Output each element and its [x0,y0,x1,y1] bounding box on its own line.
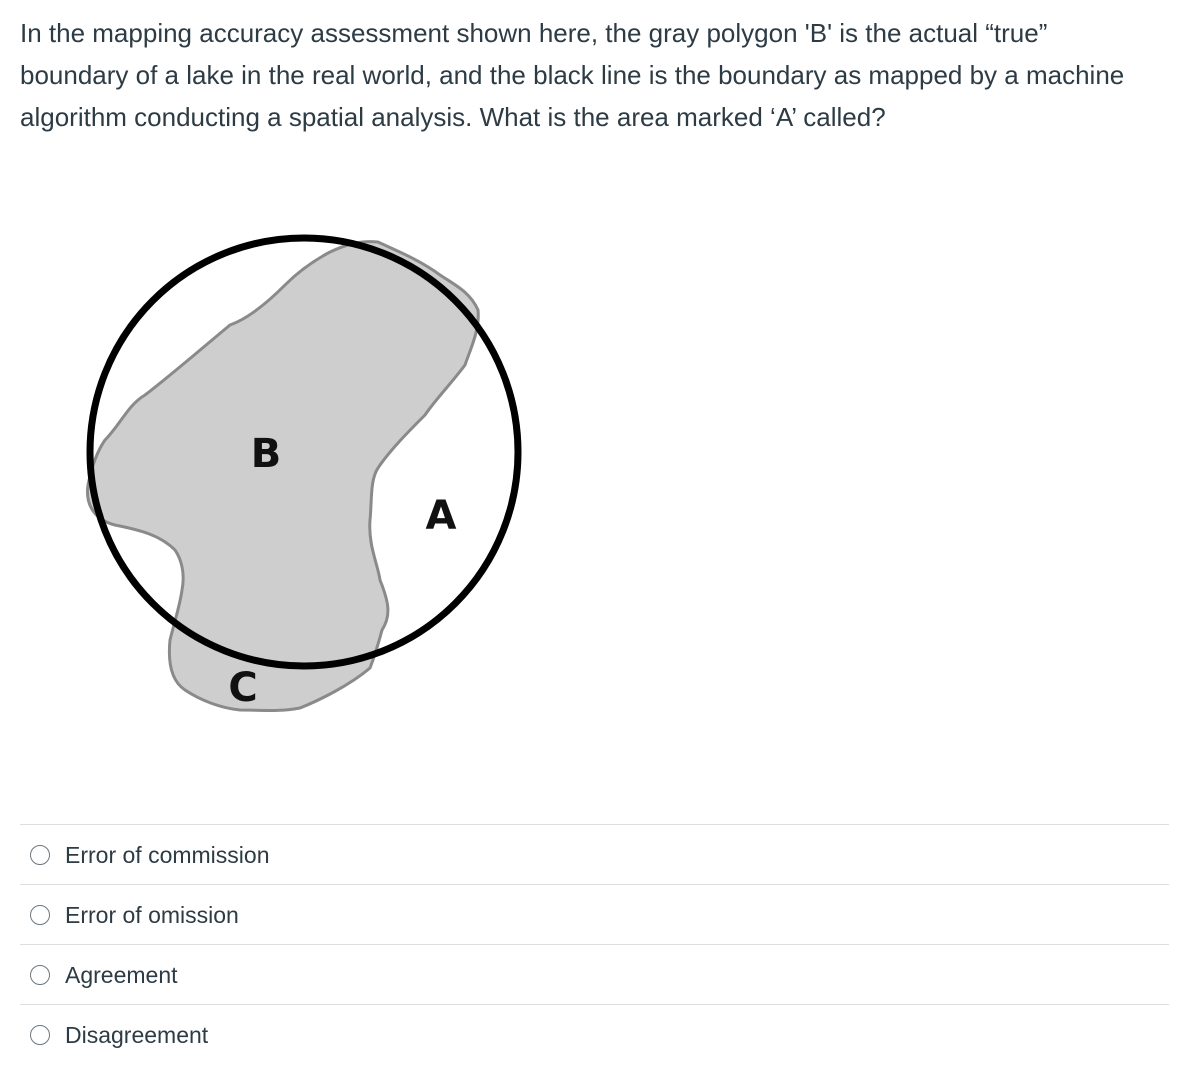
question-text: In the mapping accuracy assessment shown here, the gray polygon 'B' is the actual “true” boundary of a lake in the real world, and the black line is the boundary as mapped by a machine algorithm conducting a spatial analysis. What is the area marked ‘A’ called? [20,18,1125,132]
label-c: C [228,665,258,711]
answer-label: Disagreement [65,1021,209,1048]
answer-option-agreement[interactable] [20,944,1169,1004]
radio-button[interactable] [30,1025,50,1045]
radio-button[interactable] [30,965,50,985]
radio-button[interactable] [30,905,50,925]
answer-label: Error of omission [65,901,239,928]
radio-button[interactable] [30,845,50,865]
answer-label: Agreement [65,961,178,988]
answer-option-disagreement[interactable] [20,1004,1169,1064]
label-b: B [250,431,282,477]
answer-option-error-of-commission[interactable] [20,824,1169,884]
label-a: A [425,493,457,539]
answer-label: Error of commission [65,841,270,868]
answer-list [20,824,1169,1064]
answer-option-error-of-omission[interactable] [20,884,1169,944]
